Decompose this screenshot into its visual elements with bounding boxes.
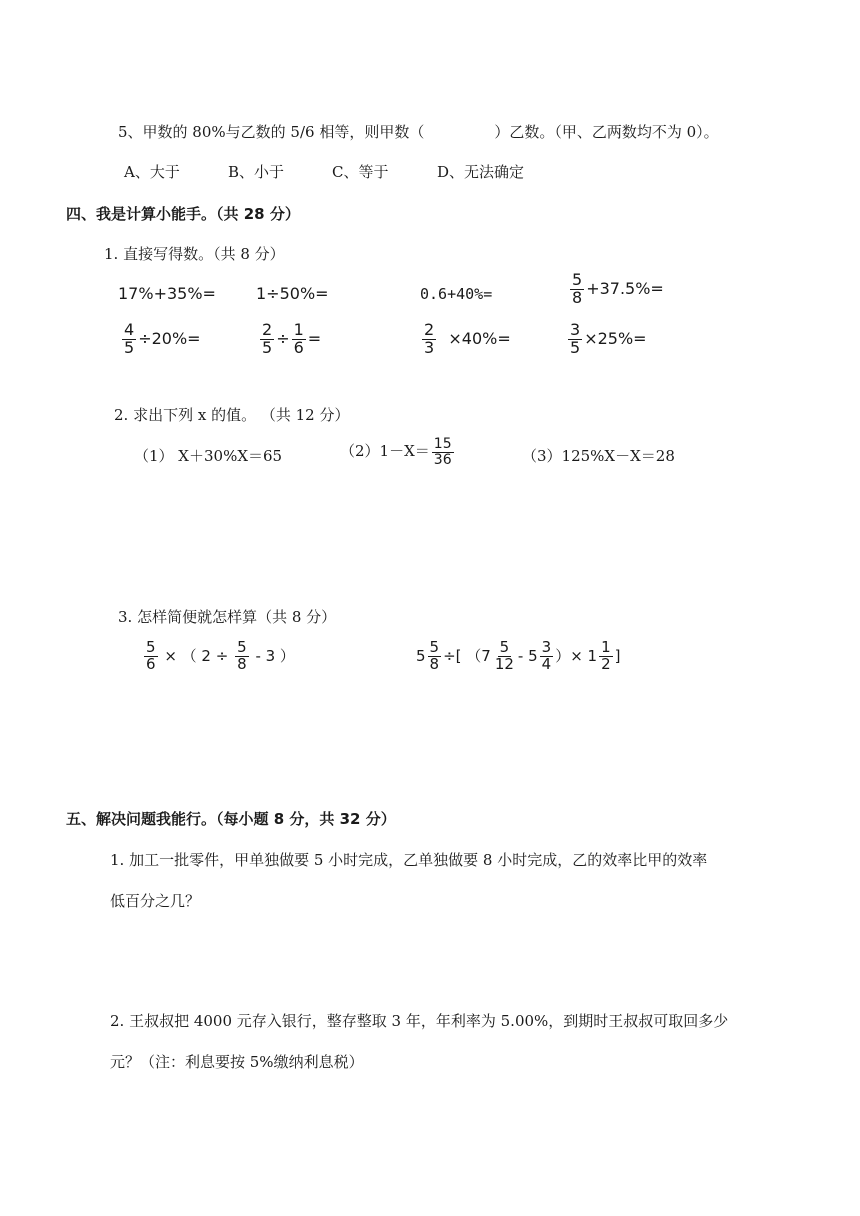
fraction: $\frac{5}{6}$ (146, 638, 156, 673)
problem-1-line-1: 1. 加工一批零件，甲单独做要 5 小时完成，乙单独做要 8 小时完成，乙的效率比甲的效率 (110, 851, 708, 869)
equation-1: （1） X＋30%X＝65 (134, 447, 283, 465)
fraction: $\frac{5}{8}$ (429, 638, 440, 673)
problem-1-line-2: 低百分之几？ (110, 892, 201, 910)
fraction: $\frac{1}{2}$ (601, 638, 611, 673)
part2-title: 2. 求出下列 x 的值。 （共 12 分） (114, 406, 350, 424)
q5-option-a: A、大于 (124, 163, 180, 181)
q5-text-a: 5、甲数的 80%与乙数的 5/6 相等，则甲数（ (118, 123, 425, 141)
fraction: $\frac{5}{8}$ (237, 638, 247, 673)
problem-2-line-2: 元？（注：利息要按 5%缴纳利息税） (110, 1053, 364, 1071)
expression-2: 5 $\frac{5}{8}$ ÷[ （7 $\frac{5}{12}$ - 5 $\frac{3}{4}$ ）× 1 $\frac{1}{2}$ ] (416, 638, 621, 673)
fraction: $\frac{15}{36}$ (433, 436, 452, 468)
fraction: $\frac{2}{5}$ (262, 320, 273, 357)
q5-option-c: C、等于 (332, 163, 389, 181)
fraction: $\frac{4}{5}$ (124, 320, 135, 357)
problem-2-line-1: 2. 王叔叔把 4000 元存入银行，整存整取 3 年，年利率为 5.00%，到期时王叔叔可取回多少 (110, 1012, 729, 1030)
section5-title: 五、解决问题我能行。（每小题 8 分，共 32 分） (66, 810, 396, 828)
calc-7: $\frac{2}{3}$ ×40%= (424, 320, 511, 357)
part3-title: 3. 怎样简便就怎样算（共 8 分） (118, 608, 337, 626)
fraction: $\frac{5}{12}$ (494, 638, 514, 673)
calc-1: 17%+35%= (118, 284, 216, 303)
expression-1: $\frac{5}{6}$ × （ 2 ÷ $\frac{5}{8}$ - 3 ） (146, 638, 295, 673)
calc-3: 0.6+40%= (420, 285, 493, 303)
fraction: $\frac{5}{8}$ (572, 270, 583, 307)
calc-5: $\frac{4}{5}$ ÷20%= (124, 320, 201, 357)
fraction: $\frac{1}{6}$ (293, 320, 304, 357)
fraction: $\frac{3}{4}$ (541, 638, 552, 673)
calc-4: $\frac{5}{8}$ +37.5%= (572, 270, 664, 307)
calc-8: $\frac{3}{5}$ ×25%= (570, 320, 647, 357)
q5-option-b: B、小于 (228, 163, 285, 181)
section4-title: 四、我是计算小能手。（共 28 分） (66, 205, 300, 223)
calc-2: 1÷50%= (256, 284, 329, 303)
q5-text-b: ）乙数。（甲、乙两数均不为 0）。 (494, 123, 719, 141)
equation-2: （2）1－X＝ $\frac{15}{36}$ (340, 436, 452, 468)
part1-title: 1. 直接写得数。（共 8 分） (104, 245, 285, 263)
q5-option-d: D、无法确定 (437, 163, 525, 181)
equation-3: （3）125%X－X＝28 (522, 447, 675, 465)
calc-6: $\frac{2}{5}$ ÷ $\frac{1}{6}$ = (262, 320, 322, 357)
fraction: $\frac{3}{5}$ (570, 320, 581, 357)
q5-stem (118, 121, 719, 142)
fraction: $\frac{2}{3}$ (424, 320, 435, 357)
